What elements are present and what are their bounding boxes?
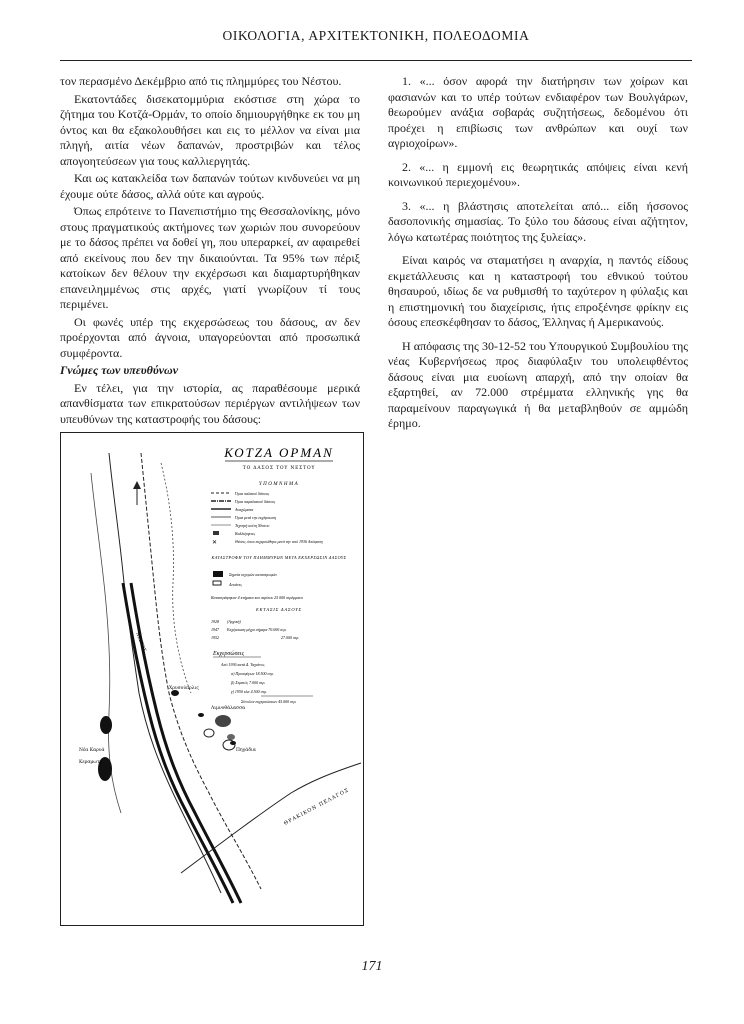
legend-symbol: ✕: [212, 539, 218, 546]
map-figure: [60, 432, 364, 926]
paragraph: Εν τέλει, για την ιστορία, ας παραθέσουμε μερικά απανθίσματα των επικρατούσων περιέργων αντιλήψεων των υπευθύνων της καταστροφής του δάσους:: [60, 380, 360, 426]
paragraph: Οι φωνές υπέρ της εκχερσώσεως του δάσους, αν δεν προέρχονται από άγνοια, υπαγορεύονται από προσωπικά συμφέροντα.: [60, 314, 360, 360]
extent-text: 27.000 στρ.: [281, 635, 300, 640]
map-note: Καταστράφηκαν 4 κτήματα και περίπου 25 000 στρέμματα: [211, 595, 303, 600]
paragraph: Είναι καιρός να σταματήσει η αναρχία, η παντός είδους εκμετάλλευσις και η καταστροφή του εθνικού τούτου θησαυρού, ιδίως δε να ρυθμισθή το ταχύτερον η φύλαξις και η επιστημονική του διαχείρισις, ήτις επροξένησε φρίκην εις όσους επεσκέφθησαν το δάσος, Έλληνας ή Αμερικανούς.: [388, 253, 688, 329]
legend-symbol: [213, 571, 223, 577]
paragraph: Η απόφασις της 30-12-52 του Υπουργικού Συμβουλίου της νέας Κυβερνήσεως προς διαφύλαξιν του υπολειφθέντος δάσους είναι μια ευοίωνη απαρχή, από την οποίαν θα εξαρτηθεί, αν 72.000 στρέμματα ελληνικής γης θα παραμείνουν παραγωγικά ή θα μεταβληθούν σε αμμώδη έρημο.: [388, 338, 688, 430]
river-center: [127, 583, 237, 903]
paragraph: Και ως κατακλείδα των δαπανών τούτων κινδυνεύει να μη έχουμε ούτε δάσος, αλλά ούτε και αγρούς.: [60, 171, 360, 201]
running-header: ΟΙΚΟΛΟΓΙΑ, ΑΡΧΙΤΕΚΤΟΝΙΚΗ, ΠΟΛΕΟΔΟΜΙΑ: [222, 28, 530, 43]
lagoon: [215, 715, 231, 727]
left-column: [60, 74, 360, 429]
village-label: Χρυσούπολις: [169, 686, 199, 691]
section-subheading: Γνώμες των υπευθύνων: [60, 363, 179, 377]
paragraph: τον περασμένο Δεκέμβριο από τις πλημμύρες του Νέστου.: [60, 74, 342, 88]
legend-item: Θέσεις όπου εκχερσώθηκε μετά την από 1936 Απόφαση: [235, 539, 323, 544]
map-title: ΚΟΤΖΑ ΟΡΜΑΝ: [224, 445, 334, 460]
clearing-row: β) Στρατός 7.000 στρ.: [231, 680, 266, 685]
quote-1: 1. «... όσον αφορά την διατήρησιν των χοίρων και φασιανών και το υπέρ τούτων ενδιαφέρον των Βουλγάρων, θεωρούμεν ανάξια σοβαράς συζητήσεως, δεδομένου ότι προέχει η επιβίωσις των ανθρώπων και ουχί των αγριοχοίρων».: [388, 74, 688, 150]
damage-point: [100, 716, 112, 734]
quote-2: 2. «... η εμμονή εις θεωρητικάς απόψεις είναι κενή κοινωνικού περιεχομένου».: [388, 159, 688, 189]
forest-boundary-west: [109, 453, 221, 893]
north-arrow-icon: [133, 481, 141, 489]
page-number: 171: [361, 959, 383, 974]
damage-point: [198, 713, 204, 717]
extent-text: (Αρχική): [227, 619, 241, 624]
header-rule: [60, 60, 692, 61]
legend-item: Όρια παραλιακού δάσους: [235, 499, 276, 504]
paragraph: Εκατοντάδες δισεκατομμύρια εκόστισε στη χώρα το ζήτημα του Κοτζά-Ορμάν, το οποίο δημιουργήθηκε εκ του μη όντος και θα εξακολουθήσει και εις το μέλλον να είναι μια πληγή, αιτία νέων δαπανών, προστριβών και τέλος απογοητεύσεων για τους καλλιεργητάς.: [60, 91, 360, 168]
legend-item: Καλλιέργειες: [235, 531, 256, 536]
village-label: Πηγάδια: [236, 748, 256, 753]
right-column: [388, 74, 688, 434]
legend-symbol: [213, 531, 219, 535]
extent-year: 1952: [211, 635, 219, 640]
embankment-line: [161, 463, 191, 693]
lagoon: [227, 734, 235, 740]
village-label: Κεραμωτή: [79, 760, 103, 765]
damage-point: [230, 741, 236, 745]
clearing-row: γ) 1950 κλπ 4.500 στρ.: [231, 689, 267, 694]
extent-year: 1928: [211, 619, 219, 624]
section-heading: ΚΑΤΑΣΤΡΟΦΗ ΤΟΥ ΠΛΗΜΜΥΡΩΝ ΜΕΤΑ ΕΚΧΕΡΣΩΣΙΝ ΔΑΣΟΥΣ: [211, 555, 347, 560]
village-label: Λιμνοθάλασσα: [211, 706, 246, 711]
river-channel-east: [131, 583, 241, 903]
legend-heading: ΥΠΟΜΝΗΜΑ: [258, 482, 300, 487]
coast-label: ΘΡΑΚΙΚΟΝ ΠΕΛΑΓΟΣ: [283, 787, 351, 827]
extent-text: Εκχέρσωση μέχρι σήμερα 70.000 στρ.: [227, 627, 287, 632]
river-label: ΝΕΣΤΟΣ: [134, 631, 147, 653]
extent-year: 1947: [211, 627, 219, 632]
clearing-row: Από 1936 κατά Δ. Ταχιάνος: [221, 662, 265, 667]
legend-item: Σημεία ισχυρών καταστροφών: [229, 572, 277, 577]
legend-item: Τεχνητή κοίτη Νέστου: [235, 523, 270, 528]
legend-item: Όρια παλαιού δάσους: [235, 491, 270, 496]
paragraph: Όπως επρότεινε το Πανεπιστήμιο της Θεσσαλονίκης, μόνο στους πραγματικούς ακτήμονες των χωριών που συνορεύουν με το δάσος πρέπει να δοθεί γη, που υπεραρκεί, αν αφαιρεθεί από εκείνους που δεν την δικαιούνται. Τα 95% των πέριξ κατοίκων δεν θέλουν την εκχέρσωσι και διαμαρτυρήθηκαν επανειλημμένως στις αρχές, γιατί γνωρίζουν τί τους περιμένει.: [60, 204, 360, 311]
extent-heading: ΕΚΤΑΣΙΣ ΔΑΣΟΥΣ: [255, 607, 303, 612]
map-subtitle: ΤΟ ΔΑΣΟΣ ΤΟΥ ΝΕΣΤΟΥ: [242, 466, 316, 471]
legend: [211, 491, 323, 546]
clearing-row: α) Προσφύγων 18.500 στρ.: [231, 671, 274, 676]
legend-item: Λεκάνες: [229, 582, 242, 587]
lagoon: [204, 729, 214, 737]
legend-symbol: [213, 581, 221, 585]
legend-item: Όρια μετά την εκχέρσωση: [235, 515, 276, 520]
quote-3: 3. «... η βλάστησις αποτελείται από... είδη ήσσονος δασοπονικής σημασίας. Το ξύλο του δάσους είναι αζήτητον, λόγω κατωτέρας ποιότητος της ξυλείας».: [388, 198, 688, 244]
legend-item: Αναχώματα: [235, 507, 254, 512]
village-label: Νέα Καρυά: [79, 748, 105, 753]
kotza-orman-map: [61, 433, 363, 925]
clearing-heading: Εκχερσώσεις: [213, 651, 244, 657]
clearing-total: Σύνολον εκχερσώσεων 45.000 στρ.: [241, 699, 297, 704]
